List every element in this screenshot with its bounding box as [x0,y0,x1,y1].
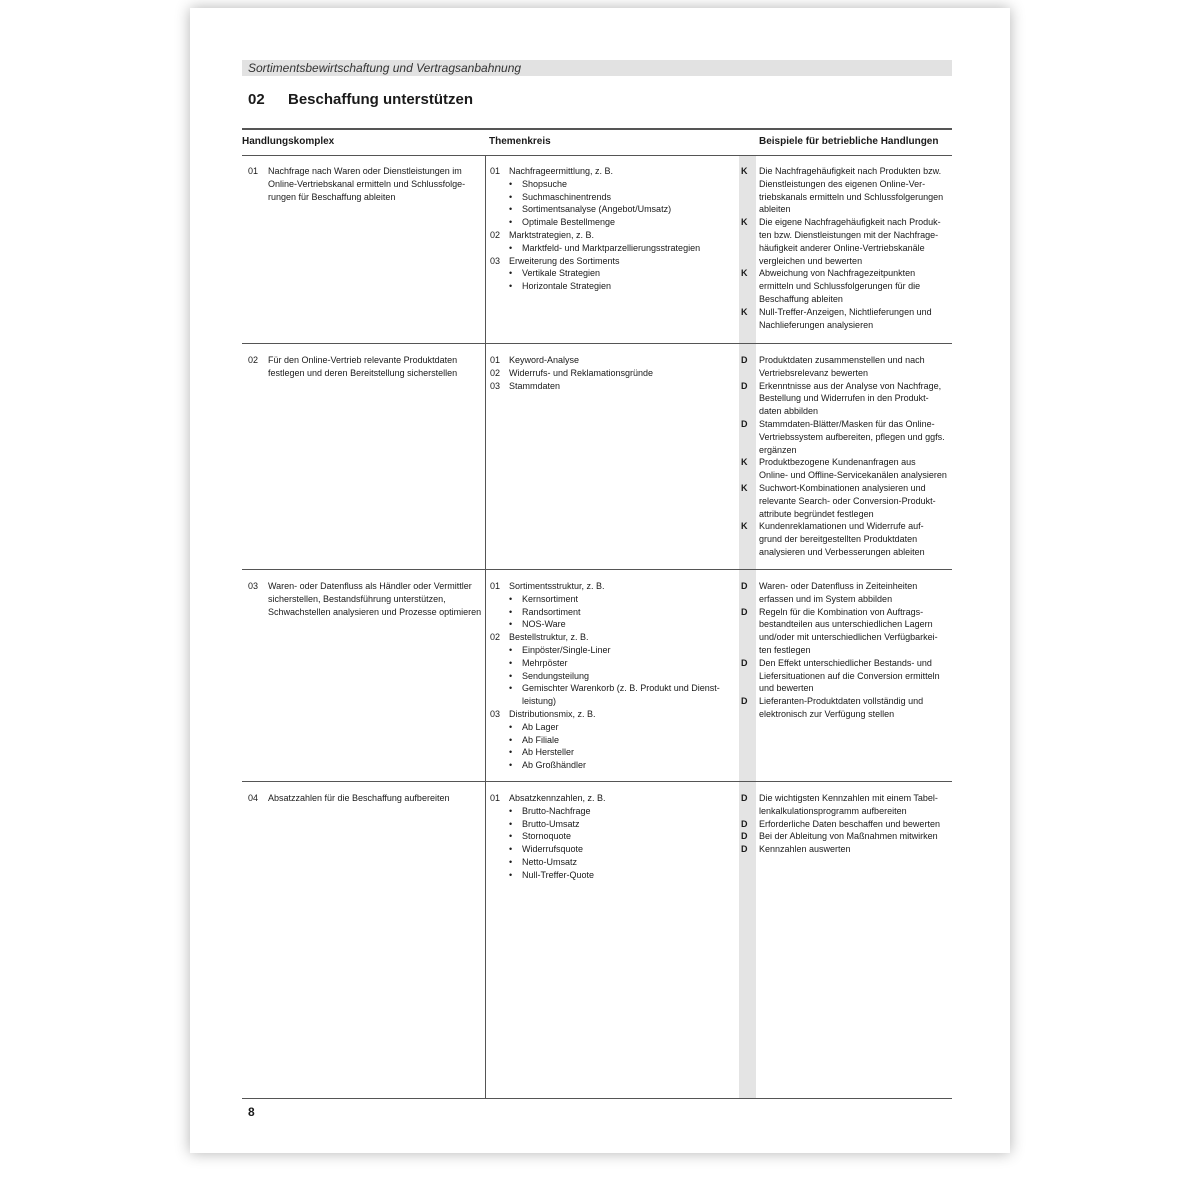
bullet-line: Horizontale Strategien [522,281,612,292]
bullet-text [522,606,581,619]
competency-tag: K [741,166,748,176]
bullet-line: Einpöster/Single-Liner [522,644,611,655]
topic-number: 02 [490,632,501,643]
example-line: analysieren und Verbesserungen ableiten [759,546,925,557]
table-top-rule [242,128,952,130]
bullet-line: Randsortiment [522,606,581,617]
section-number: 02 [248,91,265,108]
bullet-text [522,242,700,255]
example-line: Die eigene Nachfragehäufigkeit nach Produk- [759,217,941,228]
topic-bullet [490,657,735,670]
example-line: ableiten [759,204,791,215]
bullet-icon: • [509,869,513,880]
handlungskomplex [248,354,483,380]
example-line: Suchwort-Kombinationen analysieren und [759,482,926,493]
example-text [759,657,940,695]
beispiele [741,580,950,721]
handlungskomplex [248,165,483,203]
example-item [741,695,950,721]
bullet-icon: • [509,217,513,228]
topic-bullet [490,805,735,818]
example-line: ten festlegen [759,644,811,655]
bullet-line: Gemischter Warenkorb (z. B. Produkt und Dienst- [522,683,720,694]
bullet-text [522,191,611,204]
competency-tag: D [741,844,748,855]
topic-bullet [490,759,735,772]
bullet-icon: • [509,683,513,694]
bullet-text [522,830,571,843]
complex-number: 01 [248,166,259,176]
example-line: Liefersituationen auf die Conversion ermitteln [759,670,940,681]
topic-number: 03 [490,380,501,391]
bullet-icon: • [509,818,513,829]
topic-bullet [490,606,735,619]
topic-title: Sortimentsstruktur, z. B. [509,581,605,591]
example-line: elektronisch zur Verfügung stellen [759,708,895,719]
example-text [759,818,940,831]
example-line: Erkenntnisse aus der Analyse von Nachfrage, [759,380,942,391]
example-text [759,830,938,843]
topic-title: Erweiterung des Sortiments [509,255,620,266]
example-item [741,418,950,456]
bullet-icon: • [509,644,513,655]
bullet-text [522,721,559,734]
topic-bullet [490,618,735,631]
complex-line: Nachfrage nach Waren oder Dienstleistungen im [268,166,462,176]
topic-title: Distributionsmix, z. B. [509,708,596,719]
example-line: Vertriebsrelevanz bewerten [759,367,869,378]
example-line: ten bzw. Dienstleistungen mit der Nachfrage- [759,229,939,240]
complex-line: sicherstellen, Bestandsführung unterstützen, [268,593,446,604]
example-line: Online- und Offline-Servicekanälen analysieren [759,470,947,481]
complex-line: Waren- oder Datenfluss als Händler oder Vermittler [268,581,472,591]
topic-number: 01 [490,581,501,591]
complex-number: 02 [248,355,259,365]
column-header-examples: Beispiele für betriebliche Handlungen [759,136,939,147]
topic-number: 01 [490,355,501,365]
example-line: Die wichtigsten Kennzahlen mit einem Tabel- [759,793,938,803]
bullet-icon: • [509,657,513,668]
topic-title: Nachfrageermittlung, z. B. [509,166,614,176]
topic-bullet [490,746,735,759]
bullet-line: Brutto-Umsatz [522,818,580,829]
bullet-icon: • [509,281,513,292]
topic-bullet [490,856,735,869]
section-heading: Beschaffung unterstützen [288,91,474,108]
bullet-line: Mehrpöster [522,657,568,668]
competency-tag: D [741,831,748,842]
example-item [741,606,950,657]
section-title [248,90,473,110]
topic-bullet [490,191,735,204]
example-item [741,520,950,558]
bullet-line: Marktfeld- und Marktparzellierungsstrategien [522,242,701,253]
topic-bullet [490,734,735,747]
themenkreis [490,580,735,772]
example-text [759,520,925,558]
bullet-line: leistung) [522,696,557,707]
topic-item [490,580,735,593]
topic-item [490,354,735,367]
example-line: Abweichung von Nachfragezeitpunkten [759,268,916,279]
complex-number: 04 [248,793,259,803]
column-divider [485,155,486,1099]
example-item [741,456,950,482]
topic-number: 01 [490,793,501,803]
bullet-icon: • [509,178,513,189]
bullet-line: Ab Hersteller [522,747,575,758]
example-line: daten abbilden [759,406,819,417]
topic-bullet [490,818,735,831]
bullet-icon: • [509,204,513,215]
example-line: Regeln für die Kombination von Auftrags- [759,606,924,617]
beispiele [741,792,950,856]
topic-bullet [490,843,735,856]
example-item [741,354,950,380]
topic-title: Bestellstruktur, z. B. [509,632,589,643]
example-line: lenkalkulationsprogramm aufbereiten [759,805,907,816]
example-item [741,657,950,695]
example-text [759,380,941,418]
example-line: Lieferanten-Produktdaten vollständig und [759,696,924,707]
example-item [741,818,950,831]
example-line: bestandteilen aus unterschiedlichen Lagern [759,619,933,630]
bullet-text [522,644,611,657]
complex-line: Schwachstellen analysieren und Prozesse optimieren [268,606,482,617]
bullet-icon: • [509,191,513,202]
example-line: Beschaffung ableiten [759,293,843,304]
example-text [759,482,936,520]
example-line: Vertriebssystem aufbereiten, pflegen und ggfs. [759,431,945,442]
example-line: Bei der Ableitung von Maßnahmen mitwirken [759,831,938,842]
example-line: Waren- oder Datenfluss in Zeiteinheiten [759,581,918,591]
example-line: attribute begründet festlegen [759,508,874,519]
bullet-text [522,843,583,856]
example-line: grund der bereitgestellten Produktdaten [759,534,918,545]
bullet-line: Kernsortiment [522,593,579,604]
topic-number: 02 [490,367,501,378]
bullet-line: Ab Lager [522,721,559,732]
competency-tag: D [741,606,748,617]
topic-item [490,367,735,380]
example-text [759,418,945,456]
bullet-icon: • [509,734,513,745]
complex-text [268,580,481,618]
example-item [741,165,950,216]
example-line: Stammdaten-Blätter/Masken für das Online- [759,418,935,429]
bullet-icon: • [509,856,513,867]
table-bottom-rule [242,1098,952,1099]
example-text [759,792,938,818]
bullet-text [522,805,591,818]
bullet-icon: • [509,760,513,771]
competency-tag: K [741,457,748,468]
example-line: Produktdaten zusammenstellen und nach [759,355,925,365]
example-line: Erforderliche Daten beschaffen und bewerten [759,818,940,829]
column-header-topics: Themenkreis [489,136,551,147]
topic-item [490,165,735,178]
bullet-icon: • [509,670,513,681]
bullet-icon: • [509,619,513,630]
example-line: und bewerten [759,683,814,694]
example-item [741,580,950,606]
topic-bullet [490,178,735,191]
example-text [759,306,932,332]
bullet-line: Stornoquote [522,831,572,842]
bullet-icon: • [509,747,513,758]
bullet-text [522,682,720,708]
bullet-text [522,734,559,747]
topic-title: Marktstrategien, z. B. [509,229,595,240]
bullet-text [522,818,580,831]
row-divider [242,569,952,570]
bullet-line: Null-Treffer-Quote [522,869,595,880]
bullet-icon: • [509,805,513,816]
bullet-text [522,618,566,631]
example-line: triebskanals ermitteln und Schlussfolgerungen [759,191,944,202]
complex-text [268,354,457,380]
example-text [759,165,943,216]
beispiele [741,354,950,559]
example-item [741,216,950,267]
topic-bullet [490,216,735,229]
competency-tag: D [741,355,748,365]
topic-item [490,255,735,268]
example-item [741,306,950,332]
topic-item [490,631,735,644]
running-header: Sortimentsbewirtschaftung und Vertragsanbahnung [242,60,952,76]
topic-item [490,792,735,805]
topic-item [490,380,735,393]
competency-tag: D [741,418,748,429]
competency-tag: K [741,521,748,532]
competency-tag: K [741,306,748,317]
bullet-icon: • [509,831,513,842]
bullet-line: Ab Filiale [522,734,560,745]
topic-item [490,229,735,242]
bullet-line: Vertikale Strategien [522,268,601,279]
bullet-icon: • [509,268,513,279]
bullet-text [522,280,611,293]
bullet-text [522,593,578,606]
example-line: ermitteln und Schlussfolgerungen für die [759,281,921,292]
example-line: Kennzahlen auswerten [759,844,851,855]
topic-bullet [490,203,735,216]
bullet-line: Sortimentsanalyse (Angebot/Umsatz) [522,204,672,215]
example-line: relevante Search- oder Conversion-Produkt- [759,495,936,506]
themenkreis [490,354,735,392]
competency-tag: K [741,268,748,279]
example-text [759,216,941,267]
competency-tag: K [741,217,748,228]
example-line: und/oder mit unterschiedlichen Verfügbarkei- [759,632,938,643]
complex-line: rungen für Beschaffung ableiten [268,191,396,202]
bullet-icon: • [509,721,513,732]
competency-table [242,128,952,1099]
topic-item [490,708,735,721]
complex-line: festlegen und deren Bereitstellung sicherstellen [268,367,458,378]
example-text [759,580,917,606]
page-number: 8 [248,1105,255,1119]
example-item [741,482,950,520]
topic-bullet [490,267,735,280]
row-divider [242,781,952,782]
topic-number: 03 [490,708,501,719]
document-page [190,8,1010,1153]
topic-bullet [490,644,735,657]
example-text [759,267,920,305]
competency-tag: D [741,657,748,668]
handlungskomplex [248,580,483,618]
bullet-text [522,670,589,683]
competency-tag: D [741,793,748,803]
example-line: Null-Treffer-Anzeigen, Nichtlieferungen und [759,306,932,317]
topic-bullet [490,682,735,708]
example-text [759,695,923,721]
example-line: vergleichen und bewerten [759,255,863,266]
bullet-text [522,657,568,670]
bullet-line: NOS-Ware [522,619,566,630]
bullet-line: Netto-Umsatz [522,856,578,867]
topic-bullet [490,830,735,843]
example-line: häufigkeit anderer Online-Vertriebskanäle [759,242,925,253]
bullet-text [522,216,615,229]
example-item [741,267,950,305]
topic-number: 03 [490,255,501,266]
topic-bullet [490,242,735,255]
example-line: erfassen und im System abbilden [759,593,893,604]
complex-text [268,165,465,203]
bullet-text [522,267,600,280]
beispiele [741,165,950,331]
complex-number: 03 [248,581,259,591]
topic-bullet [490,721,735,734]
example-line: Die Nachfragehäufigkeit nach Produkten bzw. [759,166,942,176]
topic-bullet [490,280,735,293]
bullet-line: Suchmaschinentrends [522,191,612,202]
bullet-text [522,869,594,882]
complex-line: Absatzzahlen für die Beschaffung aufbereiten [268,793,450,803]
bullet-text [522,746,574,759]
example-text [759,456,947,482]
topic-bullet [490,670,735,683]
topic-title: Widerrufs- und Reklamationsgründe [509,367,654,378]
bullet-text [522,203,671,216]
topic-title: Stammdaten [509,380,561,391]
topic-number: 02 [490,229,501,240]
topic-bullet [490,869,735,882]
competency-tag: D [741,380,748,391]
bullet-line: Widerrufsquote [522,844,584,855]
topic-bullet [490,593,735,606]
example-line: Nachlieferungen analysieren [759,319,874,330]
bullet-icon: • [509,844,513,855]
bullet-text [522,759,586,772]
competency-tag: D [741,818,748,829]
topic-number: 01 [490,166,501,176]
bullet-text [522,178,567,191]
handlungskomplex [248,792,483,805]
themenkreis [490,792,735,882]
example-text [759,606,938,657]
competency-tag: D [741,581,748,591]
bullet-icon: • [509,242,513,253]
topic-title: Absatzkennzahlen, z. B. [509,793,606,803]
complex-line: Online-Vertriebskanal ermitteln und Schlussfolge- [268,178,466,189]
themenkreis [490,165,735,293]
example-text [759,354,925,380]
column-header-complex: Handlungskomplex [242,136,335,147]
example-line: Produktbezogene Kundenanfragen aus [759,457,916,468]
bullet-line: Shopsuche [522,178,568,189]
bullet-icon: • [509,606,513,617]
complex-line: Für den Online-Vertrieb relevante Produktdaten [268,355,458,365]
bullet-text [522,856,577,869]
example-item [741,380,950,418]
bullet-icon: • [509,593,513,604]
example-line: Kundenreklamationen und Widerrufe auf- [759,521,924,532]
row-divider [242,343,952,344]
example-line: Bestellung und Widerrufen in den Produkt- [759,393,929,404]
example-line: ergänzen [759,444,797,455]
competency-tag: D [741,696,748,707]
example-item [741,843,950,856]
bullet-line: Ab Großhändler [522,760,587,771]
example-item [741,792,950,818]
topic-title: Keyword-Analyse [509,355,580,365]
complex-text [268,792,449,805]
competency-tag: K [741,482,748,493]
bullet-line: Sendungsteilung [522,670,590,681]
bullet-line: Optimale Bestellmenge [522,217,616,228]
example-item [741,830,950,843]
table-header-rule [242,155,952,156]
example-text [759,843,851,856]
example-line: Den Effekt unterschiedlicher Bestands- und [759,657,932,668]
bullet-line: Brutto-Nachfrage [522,805,591,816]
example-line: Dienstleistungen des eigenen Online-Ver- [759,178,926,189]
